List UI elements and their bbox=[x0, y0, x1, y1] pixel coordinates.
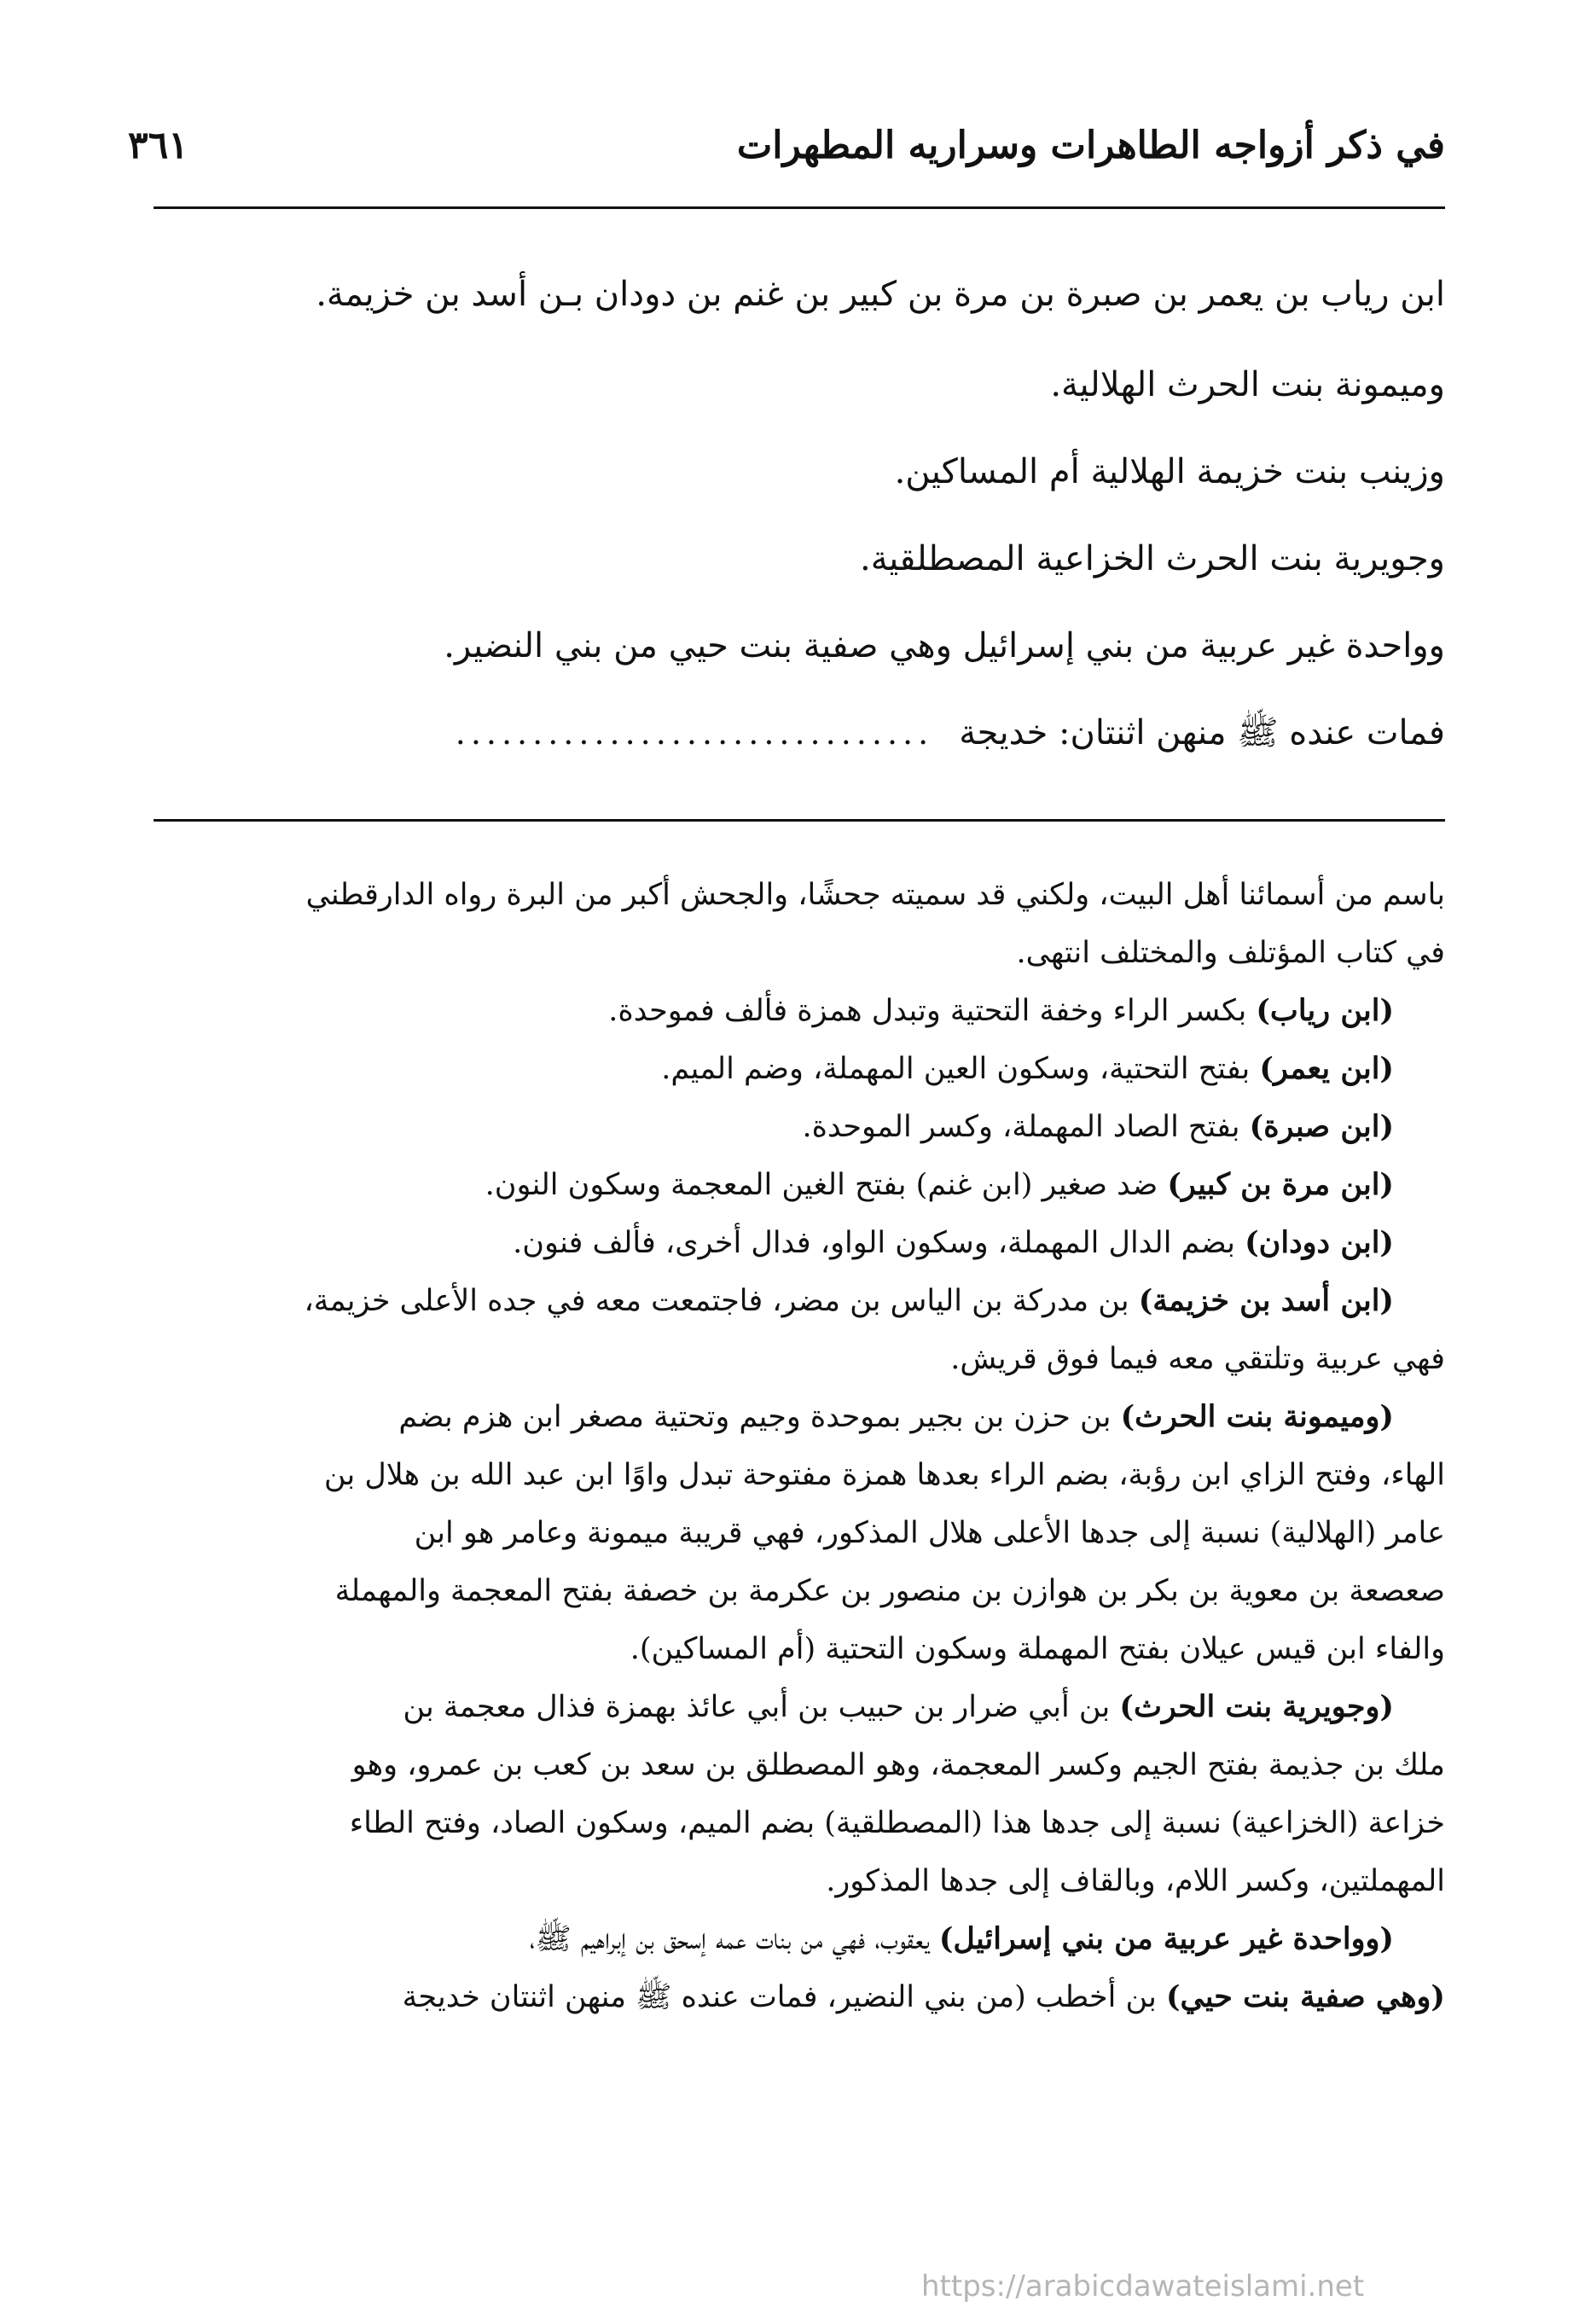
commentary-line bbox=[154, 1446, 1445, 1504]
commentary-term: (وهي صفية بنت حيي) bbox=[1166, 1979, 1445, 2014]
commentary-term: (وجويرية بنت الحرث) bbox=[1119, 1689, 1394, 1724]
commentary-line bbox=[154, 866, 1445, 924]
commentary-term: (ابن صبرة) bbox=[1249, 1109, 1394, 1144]
commentary-line bbox=[154, 1040, 1445, 1098]
commentary-text: الهاء، وفتح الزاي ابن رؤبة، بضم الراء بعدها همزة مفتوحة تبدل واوًا ابن عبد الله بن هلال بن bbox=[323, 1458, 1445, 1492]
commentary-term: (ابن رياب) bbox=[1256, 993, 1394, 1028]
commentary-text: صعصعة بن معوية بن بكر بن هوازن بن منصور بن عكرمة بن خصفة بفتح المعجمة والمهملة bbox=[334, 1574, 1445, 1608]
commentary-line bbox=[154, 1794, 1445, 1852]
running-title: في ذكر أزواجه الطاهرات وسراريه المطهرات bbox=[736, 123, 1445, 167]
page-header bbox=[128, 111, 1445, 179]
watermark: https://arabicdawateislami.net bbox=[921, 2269, 1365, 2304]
commentary-line bbox=[154, 1388, 1445, 1446]
commentary-line bbox=[154, 1214, 1445, 1272]
main-line: وجويرية بنت الحرث الخزاعية المصطلقية. bbox=[860, 539, 1445, 578]
commentary-section bbox=[154, 866, 1445, 2026]
commentary-line bbox=[154, 1098, 1445, 1156]
commentary-line bbox=[154, 1156, 1445, 1214]
commentary-line bbox=[154, 1562, 1445, 1620]
commentary-term: (وميمونة بنت الحرث) bbox=[1120, 1399, 1394, 1434]
commentary-text: بفتح الصاد المهملة، وكسر الموحدة. bbox=[802, 1110, 1250, 1144]
commentary-text: ملك بن جذيمة بفتح الجيم وكسر المعجمة، وهو المصطلق بن سعد بن كعب بن عمرو، وهو bbox=[351, 1748, 1445, 1782]
main-last-text: فمات عنده ﷺ منهن اثنتان: خديجة bbox=[959, 713, 1445, 752]
main-line: ابن رياب بن يعمر بن صبرة بن مرة بن كبير بن غنم بن دودان بـن أسد بن خزيمة. bbox=[316, 275, 1445, 314]
commentary-text: المهملتين، وكسر اللام، وبالقاف إلى جدها المذكور. bbox=[826, 1864, 1445, 1898]
main-text bbox=[162, 247, 1445, 776]
commentary-line bbox=[154, 1852, 1445, 1910]
commentary-text: بفتح التحتية، وسكون العين المهملة، وضم الميم. bbox=[661, 1052, 1260, 1086]
commentary-line bbox=[154, 924, 1445, 982]
main-line: وميمونة بنت الحرث الهلالية. bbox=[1050, 365, 1445, 404]
commentary-text: بن حزن بن بجير بموحدة وجيم وتحتية مصغر ابن هزم بضم bbox=[398, 1400, 1121, 1434]
commentary-text: بكسر الراء وخفة التحتية وتبدل همزة فألف فموحدة. bbox=[608, 994, 1257, 1028]
commentary-term: (ابن دودان) bbox=[1245, 1225, 1394, 1260]
commentary-text: يعقوب، فهي من بنات عمه إسحق بن إبراهيم ﷺ، bbox=[529, 1922, 939, 1956]
commentary-line bbox=[154, 1736, 1445, 1794]
header-rule bbox=[154, 206, 1445, 209]
commentary-line bbox=[154, 1968, 1445, 2026]
main-line: وواحدة غير عربية من بني إسرائيل وهي صفية بنت حيي من بني النضير. bbox=[444, 626, 1445, 665]
commentary-text: في كتاب المؤتلف والمختلف انتهى. bbox=[1016, 936, 1445, 970]
commentary-text: بن أخطب (من بني النضير، فمات عنده ﷺ منهن اثنتان خديجة bbox=[402, 1980, 1166, 2014]
commentary-text: بضم الدال المهملة، وسكون الواو، فدال أخرى، فألف فنون. bbox=[513, 1226, 1245, 1260]
main-line: وزينب بنت خزيمة الهلالية أم المساكين. bbox=[894, 452, 1445, 491]
commentary-text: خزاعة (الخزاعية) نسبة إلى جدها هذا (المصطلقية) بضم الميم، وسكون الصاد، وفتح الطاء bbox=[349, 1806, 1445, 1840]
continuation-dots: ............................... bbox=[455, 714, 934, 752]
commentary-text: عامر (الهلالية) نسبة إلى جدها الأعلى هلال المذكور، فهي قريبة ميمونة وعامر هو ابن bbox=[414, 1516, 1445, 1550]
commentary-text: فهي عربية وتلتقي معه فيما فوق قريش. bbox=[950, 1342, 1445, 1376]
commentary-term: (ابن مرة بن كبير) bbox=[1167, 1167, 1394, 1202]
main-line-last bbox=[162, 689, 1445, 776]
commentary-text: بن أبي ضرار بن حبيب بن أبي عائذ بهمزة فذال معجمة بن bbox=[403, 1690, 1120, 1724]
commentary-line bbox=[154, 1678, 1445, 1736]
commentary-text: بن مدركة بن الياس بن مضر، فاجتمعت معه في جده الأعلى خزيمة، bbox=[304, 1284, 1139, 1318]
commentary-line bbox=[154, 1910, 1445, 1968]
commentary-term: (ابن يعمر) bbox=[1259, 1051, 1394, 1086]
commentary-text: والفاء ابن قيس عيلان بفتح المهملة وسكون التحتية (أم المساكين). bbox=[630, 1632, 1445, 1666]
commentary-line bbox=[154, 982, 1445, 1040]
commentary-term: (وواحدة غير عربية من بني إسرائيل) bbox=[938, 1921, 1394, 1956]
commentary-line bbox=[154, 1620, 1445, 1678]
section-divider bbox=[154, 819, 1445, 822]
commentary-text: ضد صغير (ابن غنم) بفتح الغين المعجمة وسكون النون. bbox=[485, 1168, 1168, 1202]
commentary-text: باسم من أسمائنا أهل البيت، ولكني قد سميته جحشًا، والجحش أكبر من البرة رواه الدارقطني bbox=[305, 878, 1445, 912]
commentary-line bbox=[154, 1330, 1445, 1388]
page-number: ٣٦١ bbox=[128, 123, 189, 167]
commentary-line bbox=[154, 1504, 1445, 1562]
commentary-term: (ابن أسد بن خزيمة) bbox=[1138, 1283, 1394, 1318]
commentary-line bbox=[154, 1272, 1445, 1330]
